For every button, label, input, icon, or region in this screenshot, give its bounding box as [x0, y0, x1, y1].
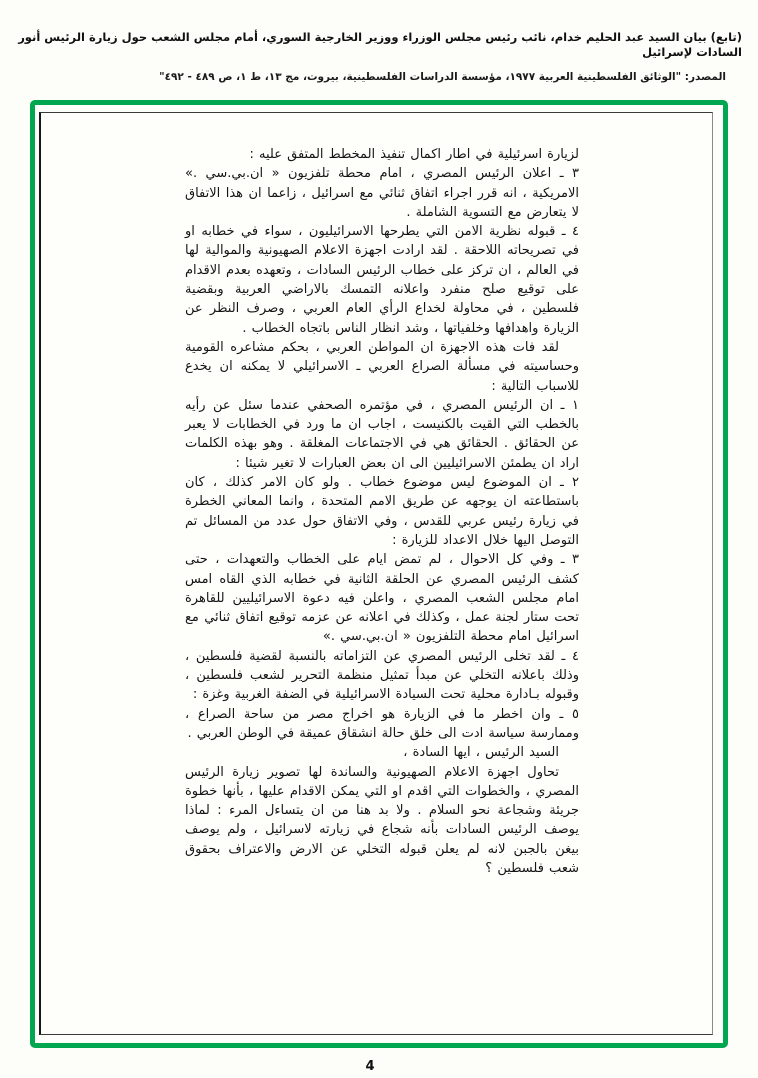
paragraph: السيد الرئيس ، ايها السادة ، [403, 745, 559, 761]
paragraph: لقد فات هذه الاجهزة ان المواطن العربي ، بحكم مشاعره القومية وحساسيته في مسألة الصراع العربي ـ الاسرائيلي لا يمكنه ان يخدع للاسباب التالية : [185, 339, 579, 394]
paragraph: ٣ ـ وفي كل الاحوال ، لم تمض ايام على الخطاب والتعهدات ، حتى كشف الرئيس المصري عن الحلقة الثانية في خطابه الذي القاه امس امام مجلس الشعب المصري ، واعلن فيه دعوة الاسرائيليين للقاهرة تحت ستار لجنة عمل ، وكذلك في اعلانه عن عزمه توقيع اتفاق ثنائي مع اسرائيل امام محطة التلفزيون « ان.بي.سي .» [185, 552, 579, 645]
paragraph: ٥ ـ وان اخطر ما في الزيارة هو اخراج مصر من ساحة الصراع ، وممارسة سياسة ادت الى خلق حالة انشقاق عميقة في الوطن العربي . [185, 706, 579, 741]
paragraph: ١ ـ ان الرئيس المصري ، في مؤتمره الصحفي عندما سئل عن رأيه بالخطب التي القيت بالكنيست ، اجاب ان ما ورد في الخطابات لا يعبر عن الحقائق . الحقائق هي في الاجتماعات المغلقة . وهو بهذه الكلمات اراد ان يطمئن الاسرائيليين الى ان بعض العبارات لا تغير شيئا : [185, 397, 579, 471]
document-header [16, 30, 742, 84]
header-source: المصدر: "الوثائق الفلسطينية العربية ١٩٧٧، مؤسسة الدراسات الفلسطينية، بيروت، مج ١٣، ط ١، ص ٤٨٩ - ٤٩٢" [159, 71, 726, 83]
paragraph: ٤ ـ قبوله نظرية الامن التي يطرحها الاسرائيليون ، سواء في خطابه او في تصريحاته اللاحقة . لقد ارادت اجهزة الاعلام الصهيونية والموالية لها في العالم ، ان تركز على خطاب الرئيس السادات ، وتعهده بعدم الاقدام على توقيع صلح منفرد واعلانه التمسك بالاراضي العربية وبقضية فلسطين ، في محاولة لخداع الرأي العام العربي ، وصرف النظر عن الزيارة واهدافها وخلفياتها ، وشد انظار الناس باتجاه الخطاب . [185, 224, 579, 336]
document-page-frame [30, 100, 728, 1048]
paragraph: ٢ ـ ان الموضوع ليس موضوع خطاب . ولو كان الامر كذلك ، كان باستطاعته ان يوجهه عن طريق الامم المتحدة ، وانما المعاني الخطرة في زيارة رئيس عربي للقدس ، وفي الاتفاق حول عدد من المسائل تم التوصل اليها خلال الاعداد للزيارة : [185, 475, 579, 548]
paragraph: ٤ ـ لقد تخلى الرئيس المصري عن التزاماته بالنسبة لقضية فلسطين ، وذلك باعلانه التخلي عن مبدأ تمثيل منظمة التحرير لشعب فلسطين ، وقبوله بـادارة محلية تحت السيادة الاسرائيلية في الضفة الغربية وغزة : [185, 648, 579, 703]
paragraph: ٣ ـ اعلان الرئيس المصري ، امام محطة تلفزيون « ان.بي.سي .» الامريكية ، انه قرر اجراء اتفاق ثنائي مع اسرائيل ، زاعما ان هذا الاتفاق لا يتعارض مع التسوية الشاملة . [185, 166, 579, 220]
page-number: 4 [365, 1059, 375, 1074]
header-title: (تابع) بيان السيد عبد الحليم خدام، نائب رئيس مجلس الوزراء ووزير الخارجية السوري، أمام مجلس الشعب حول زيارة الرئيس أنور السادات لإسرائيل [18, 30, 742, 59]
document-body-text [185, 145, 579, 878]
paragraph: تحاول اجهزة الاعلام الصهيونية والساندة لها تصوير زيارة الرئيس المصري ، والخطوات التي اقدم او التي يمكن الاقدام عليها ، بأنها خطوة جريئة وشجاعة نحو السلام . ولا بد هنا من ان يتساءل المرء : لماذا يوصف الرئيس السادات بأنه شجاع في زيارته لاسرائيل ، ولم يوصف بيغن بالجبن لانه لم يعلن قبوله التخلي عن الارض والاعتراف بحقوق شعب فلسطين ؟ [185, 764, 579, 876]
paragraph: لزيارة اسرئيلية في اطار اكمال تنفيذ المخطط المتفق عليه : [249, 147, 579, 162]
